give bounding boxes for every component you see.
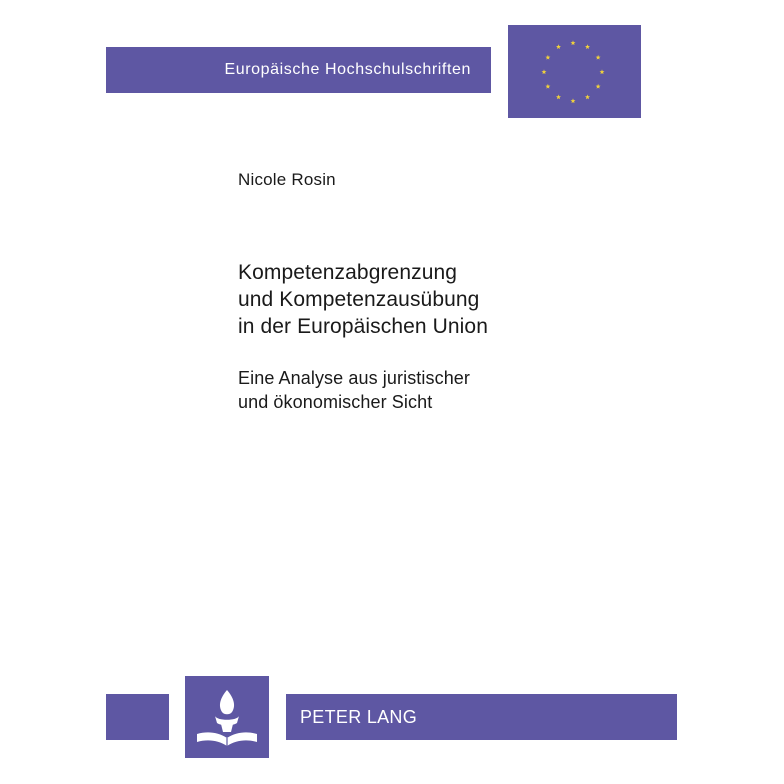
star-icon	[585, 44, 590, 49]
eu-flag-icon	[508, 25, 641, 118]
author-name: Nicole Rosin	[238, 170, 336, 189]
star-icon	[545, 55, 550, 60]
lamp-book-logo-icon	[185, 676, 269, 758]
star-icon	[585, 95, 590, 100]
series-band	[106, 47, 491, 93]
title-line-2: und Kompetenzausübung	[238, 288, 480, 311]
title-line-1: Kompetenzabgrenzung	[238, 261, 458, 284]
eu-stars-svg	[508, 25, 641, 118]
star-icon	[556, 95, 561, 100]
star-icon	[596, 84, 601, 89]
subtitle-line-2: und ökonomischer Sicht	[238, 392, 433, 412]
title-line-3: in der Europäischen Union	[238, 315, 488, 338]
logo-svg	[185, 676, 269, 758]
star-icon	[600, 69, 605, 74]
star-icon	[542, 69, 547, 74]
star-icon	[571, 98, 576, 103]
publisher-band	[286, 694, 677, 740]
publisher-name: PETER LANG	[300, 706, 418, 727]
subtitle-line-1: Eine Analyse aus juristischer	[238, 368, 471, 388]
star-icon	[556, 44, 561, 49]
star-icon	[596, 55, 601, 60]
star-icon	[545, 84, 550, 89]
series-title: Europäische Hochschulschriften	[224, 61, 471, 78]
decorative-block	[106, 694, 169, 740]
star-icon	[571, 40, 576, 45]
book-title	[238, 259, 488, 340]
book-subtitle	[238, 366, 470, 414]
